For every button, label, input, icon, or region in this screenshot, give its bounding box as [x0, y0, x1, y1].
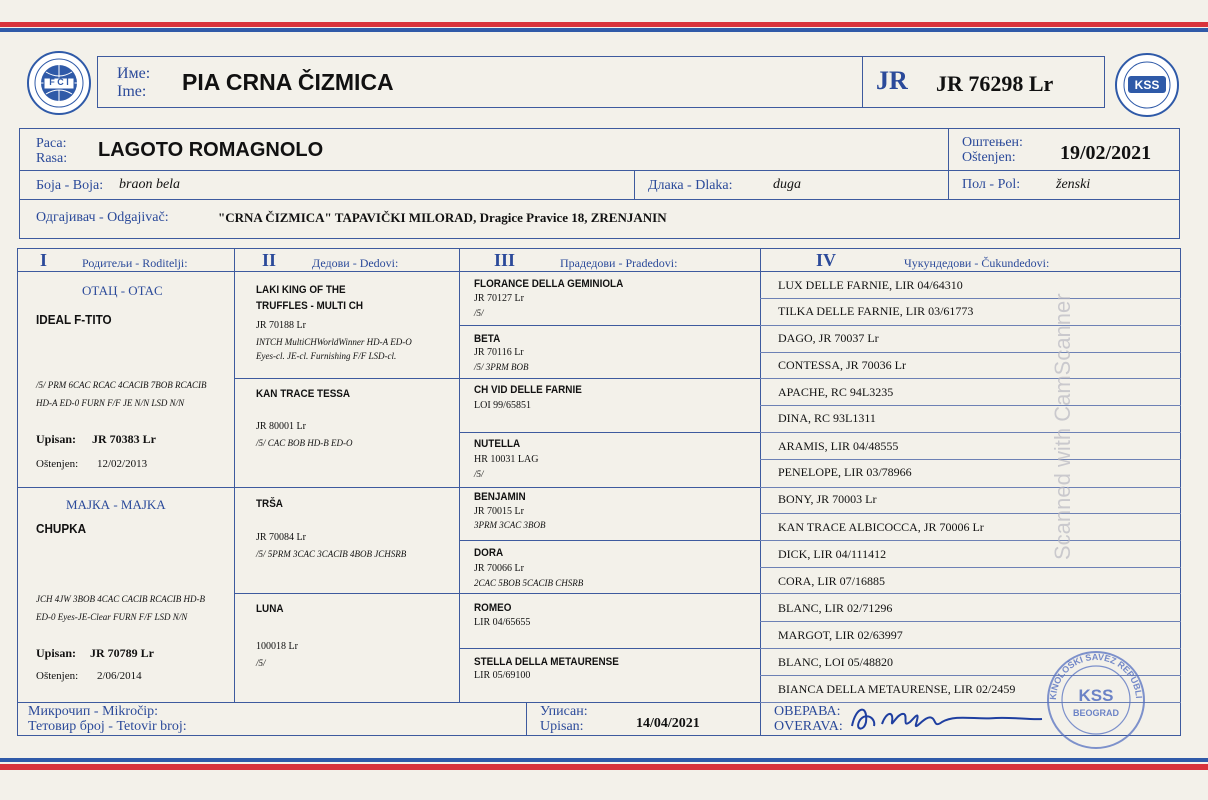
gp1-reg: JR 70188 Lr — [256, 320, 306, 331]
breed-label-lat: Rasa: — [36, 151, 68, 166]
gp3-note-1: /5/ 5PRM 3CAC 3CACIB 4BOB JCHSRB — [256, 549, 407, 559]
microchip-label: Микрочип - Mikročip: — [28, 704, 159, 719]
whelped-label-lat: Oštenjen: — [962, 150, 1016, 165]
dam-born-label: Oštenjen: — [36, 670, 79, 682]
registered-label-cyr: Уписан: — [540, 704, 588, 719]
sire-born: 12/02/2013 — [97, 458, 148, 470]
ggp5-note: 3PRM 3CAC 3BOB — [474, 520, 546, 530]
dog-name: PIA CRNA ČIZMICA — [182, 69, 394, 95]
col2-label: Дедови - Dedovi: — [312, 256, 399, 270]
ggp8-reg: LIR 05/69100 — [474, 670, 531, 681]
sire-reg-label: Upisan: — [36, 432, 77, 446]
whelped-date: 19/02/2021 — [1060, 142, 1152, 164]
gggp-11: DICK, LIR 04/111412 — [778, 547, 887, 561]
kss-logo-text: KSS — [1134, 78, 1160, 92]
dam-name: CHUPKA — [36, 521, 87, 536]
sire-titles-1: /5/ PRM 6CAC RCAC 4CACIB 7BOB RCACIB — [36, 380, 207, 390]
tattoo-label: Тетовир број - Tetovir broj: — [28, 719, 187, 734]
top-stripe-blue — [0, 28, 1208, 32]
col1-label: Родитељи - Roditelji: — [82, 256, 188, 270]
sire-reg: JR 70383 Lr — [92, 432, 156, 446]
gggp-3: DAGO, JR 70037 Lr — [778, 331, 879, 345]
gp4-note-1: /5/ — [256, 658, 266, 668]
kss-logo — [1114, 52, 1180, 118]
stamp-city: BEOGRAD — [1072, 708, 1119, 718]
breeder-label: Одгајивач - Odgajivač: — [36, 210, 169, 225]
sire-role: ОТАЦ - OTAC — [82, 283, 163, 298]
gggp-1: LUX DELLE FARNIE, LIR 04/64310 — [778, 278, 963, 292]
sire-titles-2: HD-A ED-0 FURN F/F JE N/N LSD N/N — [36, 398, 185, 408]
ggp1-name: FLORANCE DELLA GEMINIOLA — [474, 278, 624, 290]
color-label: Боја - Boja: — [36, 178, 104, 193]
col3-label: Прадедови - Pradedovi: — [560, 256, 678, 270]
verified-label-cyr: ОВЕРАВА: — [774, 704, 841, 719]
color-value: braon bela — [119, 177, 181, 192]
gggp-12: CORA, LIR 07/16885 — [778, 574, 886, 588]
gp2-note-1: /5/ CAC BOB HD-B ED-O — [256, 438, 353, 448]
registered-label-lat: Upisan: — [540, 719, 584, 734]
gggp-10: KAN TRACE ALBICOCCA, JR 70006 Lr — [778, 520, 984, 534]
sire-name: IDEAL F-TITO — [36, 312, 112, 327]
reg-number: JR 76298 Lr — [936, 71, 1054, 96]
dam-born: 2/06/2014 — [97, 670, 142, 682]
gggp-2: TILKA DELLE FARNIE, LIR 03/61773 — [778, 304, 974, 318]
sire-born-label: Oštenjen: — [36, 458, 79, 470]
col4-roman: IV — [816, 250, 837, 270]
dam-titles-2: ED-0 Eyes-JE-Clear FURN F/F LSD N/N — [36, 612, 188, 622]
gp2-name-1: KAN TRACE TESSA — [256, 388, 351, 400]
fci-logo — [26, 50, 92, 116]
name-label-cyr: Име: — [117, 65, 151, 82]
dam-reg-label: Upisan: — [36, 646, 77, 660]
ggp4-note: /5/ — [474, 469, 484, 479]
ggp4-reg: HR 10031 LAG — [474, 454, 539, 465]
coat-value: duga — [773, 177, 801, 192]
gggp-8: PENELOPE, LIR 03/78966 — [778, 465, 912, 479]
col1-roman: I — [40, 250, 48, 270]
ggp1-reg: JR 70127 Lr — [474, 293, 524, 304]
ggp1-note: /5/ — [474, 308, 484, 318]
dam-role: МАЈКА - MAJKA — [66, 497, 166, 512]
coat-label: Длака - Dlaka: — [648, 178, 733, 193]
ggp7-reg: LIR 04/65655 — [474, 617, 531, 628]
whelped-label-cyr: Оштењен: — [962, 135, 1023, 150]
ggp6-reg: JR 70066 Lr — [474, 563, 524, 574]
col3-roman: III — [494, 250, 516, 270]
gp1-note-2: Eyes-cl. JE-cl. Furnishing F/F LSD-cl. — [256, 351, 397, 361]
bottom-stripe-red — [0, 764, 1208, 770]
name-label-lat: Ime: — [117, 83, 147, 100]
registered-date: 14/04/2021 — [636, 716, 700, 731]
gggp-6: DINA, RC 93L1311 — [778, 411, 876, 425]
ggp2-name: BETA — [474, 333, 501, 345]
ggp6-name: DORA — [474, 547, 504, 559]
col4-label: Чукундедови - Čukundedovi: — [904, 256, 1050, 270]
sex-value: ženski — [1056, 177, 1091, 192]
gggp-14: MARGOT, LIR 02/63997 — [778, 628, 903, 642]
dam-reg: JR 70789 Lr — [90, 646, 154, 660]
ggp8-name: STELLA DELLA METAURENSE — [474, 656, 619, 668]
stamp-arc-text: KINOLOŠKI SAVEZ REPUBLI — [1047, 651, 1144, 701]
ggp4-name: NUTELLA — [474, 438, 521, 450]
top-stripe-red — [0, 22, 1208, 27]
col2-roman: II — [262, 250, 277, 270]
bottom-stripe-blue — [0, 758, 1208, 762]
ggp7-name: ROMEO — [474, 602, 512, 614]
gggp-15: BLANC, LOI 05/48820 — [778, 655, 893, 669]
breed-value: LAGOTO ROMAGNOLO — [98, 139, 324, 161]
ggp2-note: /5/ 3PRM BOB — [474, 362, 529, 372]
gggp-9: BONY, JR 70003 Lr — [778, 492, 877, 506]
gp3-name-1: TRŠA — [256, 498, 283, 510]
fci-logo-text: F C I — [49, 77, 69, 87]
ggp5-reg: JR 70015 Lr — [474, 506, 524, 517]
stamp-text: KSS — [1078, 686, 1114, 705]
reg-prefix: JR — [876, 66, 908, 95]
gggp-16: BIANCA DELLA METAURENSE, LIR 02/2459 — [778, 682, 1016, 696]
ggp2-reg: JR 70116 Lr — [474, 347, 524, 358]
breeder-value: "CRNA ČIZMICA" TAPAVIČKI MILORAD, Dragice Pravice 18, ZRENJANIN — [218, 210, 667, 225]
sex-label: Пол - Pol: — [962, 177, 1021, 192]
gggp-13: BLANC, LIR 02/71296 — [778, 601, 893, 615]
gggp-7: ARAMIS, LIR 04/48555 — [778, 439, 899, 453]
ggp3-reg: LOI 99/65851 — [474, 400, 531, 411]
gp2-reg: JR 80001 Lr — [256, 421, 306, 432]
ggp3-name: CH VID DELLE FARNIE — [474, 384, 582, 396]
signature — [846, 700, 1046, 736]
gp1-name-1: LAKI KING OF THE — [256, 284, 346, 296]
gp1-name-2: TRUFFLES - MULTI CH — [256, 300, 364, 312]
kss-stamp — [1044, 648, 1148, 752]
dam-titles-1: JCH 4JW 3BOB 4CAC CACIB RCACIB HD-B — [36, 594, 205, 604]
gp3-reg: JR 70084 Lr — [256, 532, 306, 543]
gggp-4: CONTESSA, JR 70036 Lr — [778, 358, 907, 372]
ggp6-note: 2CAC 5BOB 5CACIB CHSRB — [474, 578, 584, 588]
gp4-name-1: LUNA — [256, 603, 284, 615]
ggp5-name: BENJAMIN — [474, 491, 526, 503]
gp1-note-1: INTCH MultiCHWorldWinner HD-A ED-O — [256, 337, 412, 347]
verified-label-lat: OVERAVA: — [774, 719, 843, 734]
camscanner-watermark: Scanned with CamScanner — [1050, 293, 1075, 560]
gp4-reg: 100018 Lr — [256, 641, 298, 652]
breed-label-cyr: Раса: — [36, 136, 67, 151]
gggp-5: APACHE, RC 94L3235 — [778, 385, 894, 399]
